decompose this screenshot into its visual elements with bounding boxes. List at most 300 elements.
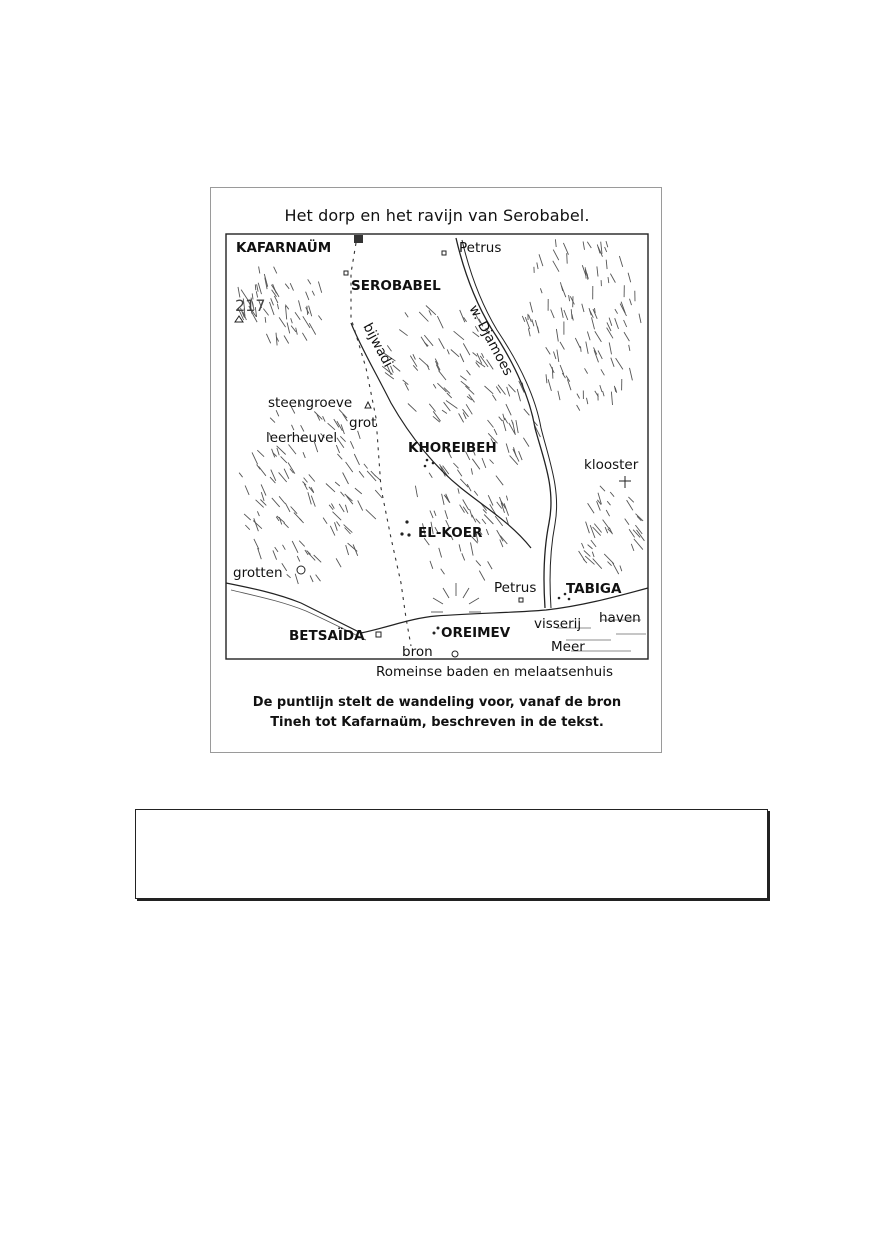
hatch-stroke (525, 317, 530, 329)
hatch-stroke (585, 267, 586, 278)
hatch-stroke (466, 404, 472, 414)
hatch-stroke (354, 454, 359, 465)
hatch-stroke (606, 260, 607, 269)
hatch-stroke (287, 574, 291, 577)
hatch-stroke (575, 338, 580, 348)
hatch-stroke (553, 261, 559, 272)
hatch-stroke (582, 543, 584, 548)
hatch-stroke (608, 277, 609, 283)
hatch-stroke (254, 539, 259, 549)
hatch-stroke (437, 316, 443, 328)
hatch-stroke (603, 391, 605, 396)
hatch-stroke (257, 465, 261, 470)
hatch-stroke (435, 361, 440, 370)
hatch-stroke (385, 373, 394, 380)
hatch-stroke (460, 479, 468, 487)
hatch-stroke (292, 541, 298, 553)
hatch-stroke (610, 274, 615, 283)
hatch-stroke (340, 436, 345, 441)
label-petrus-top: Petrus (459, 240, 502, 256)
label-bijwadi: bijwadi (359, 320, 396, 371)
label-petrus-bottom: Petrus (494, 580, 537, 596)
hatch-stroke (408, 404, 417, 412)
hatch-stroke (444, 402, 451, 411)
hatch-stroke (591, 540, 596, 547)
hatch-stroke (582, 304, 584, 312)
hatch-stroke (505, 418, 508, 423)
hatch-stroke (610, 492, 614, 497)
hatch-stroke (434, 511, 436, 516)
label-grotten: grotten (233, 565, 283, 581)
hatch-stroke (577, 405, 580, 411)
hatch-stroke (601, 369, 605, 375)
hatch-stroke (276, 410, 279, 416)
hatch-stroke (588, 503, 595, 513)
hatch-stroke (307, 306, 308, 315)
hatch-stroke (345, 505, 347, 513)
hatch-stroke (346, 462, 353, 472)
hatch-stroke (586, 342, 588, 354)
empty-text-box (135, 809, 768, 899)
label-steengroeve: steengroeve (268, 395, 353, 411)
hatch-stroke (460, 505, 465, 513)
hatch-stroke (620, 304, 626, 316)
hatch-stroke (303, 452, 305, 458)
hatch-stroke (311, 496, 315, 507)
hatch-stroke (482, 353, 484, 358)
label-betsaida: BETSAÏDA (289, 628, 365, 644)
hatch-stroke (628, 273, 631, 283)
hatch-stroke (630, 299, 632, 305)
hatch-stroke (600, 486, 605, 491)
hatch-stroke (615, 309, 618, 314)
hatch-stroke (337, 454, 342, 459)
oreimev-hill (431, 583, 481, 612)
hatch-stroke (339, 504, 344, 512)
hatch-stroke (519, 451, 523, 460)
hatch-stroke (474, 491, 478, 496)
hatch-stroke (592, 552, 594, 557)
hatch-stroke (459, 413, 464, 422)
hatch-stroke (465, 386, 474, 394)
hatch-stroke (472, 459, 480, 470)
hatch-stroke (288, 463, 295, 474)
hatch-stroke (364, 464, 368, 469)
hatch-stroke (295, 574, 298, 584)
hatch-stroke (570, 296, 574, 304)
hatch-stroke (442, 410, 447, 413)
hatch-stroke (336, 558, 341, 567)
hatch-stroke (583, 559, 587, 563)
hatch-stroke (585, 368, 588, 373)
kafarnaum-marker (354, 235, 363, 243)
el-koer-dots (400, 520, 410, 536)
hatch-stroke (587, 332, 590, 341)
hatch-stroke (252, 452, 258, 464)
hatch-stroke (529, 315, 532, 322)
hatch-stroke (504, 503, 509, 515)
hatch-stroke (282, 563, 287, 571)
hatch-stroke (488, 561, 493, 569)
hatch-stroke (439, 548, 442, 558)
hatch-stroke (257, 284, 259, 291)
hatch-stroke (393, 365, 400, 371)
label-khoreibeh: KHOREIBEH (408, 440, 497, 456)
hatch-stroke (555, 239, 556, 247)
hatch-stroke (290, 283, 293, 290)
hatch-stroke (286, 306, 287, 319)
label-w-djamoes: w. Djamoes (465, 302, 517, 379)
hatch-stroke (629, 345, 630, 351)
hatch-stroke (413, 354, 416, 359)
hatch-stroke (517, 389, 520, 401)
hatch-stroke (562, 286, 566, 297)
hatch-stroke (476, 519, 481, 524)
hatch-stroke (297, 556, 300, 562)
hatch-stroke (265, 317, 266, 323)
hatch-stroke (603, 520, 610, 529)
hatch-stroke (625, 519, 629, 525)
hatch-stroke (274, 267, 277, 274)
hatch-stroke (358, 431, 361, 439)
hatch-stroke (419, 312, 428, 322)
hatch-stroke (259, 466, 266, 475)
hatch-stroke (558, 391, 560, 400)
hatch-stroke (291, 326, 296, 332)
hatch-stroke (631, 544, 634, 551)
hatch-stroke (283, 545, 286, 550)
hatch-stroke (245, 486, 249, 495)
hatch-stroke (620, 566, 622, 572)
hatch-stroke (419, 358, 429, 367)
hatch-stroke (429, 404, 435, 412)
hatch-stroke (350, 441, 353, 449)
hatch-stroke (442, 494, 445, 505)
khoreibeh-dots (424, 459, 435, 468)
hatch-stroke (594, 524, 601, 533)
hatch-stroke (587, 242, 591, 248)
hatch-stroke (335, 522, 338, 530)
hatch-stroke (581, 346, 582, 352)
hatch-stroke (616, 358, 623, 369)
hatch-stroke (503, 414, 505, 420)
hatch-stroke (577, 394, 580, 399)
hatch-stroke (597, 266, 598, 276)
hatch-stroke (516, 420, 518, 433)
hatch-stroke (271, 298, 274, 305)
hatch-stroke (426, 306, 436, 315)
hatch-stroke (608, 562, 612, 566)
label-romeinse-baden: Romeinse baden en melaatsenhuis (376, 664, 613, 680)
hatch-stroke (279, 496, 285, 503)
hatch-stroke (476, 560, 481, 566)
hatch-stroke (569, 295, 570, 301)
hatch-stroke (486, 529, 488, 535)
hatch-stroke (508, 384, 515, 392)
hatch-stroke (503, 420, 506, 431)
label-serobabel: SEROBABEL (351, 278, 441, 294)
hatch-stroke (285, 503, 290, 512)
hatch-stroke (337, 522, 340, 527)
hatch-stroke (429, 473, 432, 478)
hatch-stroke (291, 318, 293, 323)
hatch-stroke (538, 327, 539, 333)
hatch-stroke (430, 511, 433, 519)
hatch-stroke (473, 353, 478, 357)
hatch-stroke (462, 553, 465, 560)
hatch-stroke (627, 500, 633, 510)
hatch-stroke (272, 498, 280, 507)
hatch-stroke (487, 360, 494, 370)
hatch-stroke (323, 416, 326, 421)
hatch-stroke (463, 500, 469, 510)
hatch-stroke (256, 500, 264, 508)
hatch-stroke (277, 304, 278, 309)
hatch-stroke (410, 356, 417, 367)
hatch-stroke (437, 383, 446, 392)
hatch-stroke (561, 308, 563, 318)
betsaida-marker (376, 632, 381, 637)
hatch-stroke (611, 358, 614, 367)
hatch-stroke (309, 474, 315, 481)
hatch-stroke (492, 395, 496, 401)
hatch-stroke (553, 250, 559, 261)
hatch-stroke (266, 334, 270, 344)
hatch-stroke (537, 263, 538, 270)
hatch-stroke (624, 320, 627, 327)
hatch-stroke (604, 554, 614, 564)
hatch-stroke (433, 384, 436, 388)
hatch-stroke (488, 420, 494, 428)
hatch-stroke (484, 515, 493, 525)
hatch-stroke (557, 350, 559, 362)
hatch-stroke (532, 319, 534, 326)
hatch-stroke (445, 496, 450, 503)
hatch-stroke (528, 328, 530, 336)
hatch-stroke (494, 429, 497, 435)
hatch-stroke (299, 541, 305, 547)
serobabel-marker (344, 271, 348, 275)
hatch-stroke (261, 492, 264, 501)
hatch-stroke (391, 366, 394, 373)
hatch-stroke (308, 492, 311, 504)
hatch-stroke (330, 526, 335, 536)
hatch-stroke (451, 350, 459, 357)
hatch-stroke (560, 342, 564, 350)
hatch-stroke (271, 285, 277, 294)
hatch-stroke (488, 495, 493, 505)
hatch-stroke (260, 500, 266, 506)
hatch-stroke (318, 282, 321, 293)
hatch-stroke (306, 292, 309, 300)
hatch-stroke (439, 371, 446, 380)
hatch-stroke (429, 310, 431, 315)
hatch-stroke (482, 458, 486, 468)
caption-line-1: De puntlijn stelt de wandeling voor, vanaf de bron (252, 695, 622, 710)
hatch-stroke (609, 318, 612, 326)
hatch-stroke (279, 317, 286, 327)
hatch-stroke (606, 510, 609, 516)
hatch-stroke (259, 267, 260, 274)
hatch-stroke (328, 423, 335, 430)
hatch-stroke (605, 247, 607, 252)
hatch-stroke (303, 316, 310, 328)
hatch-stroke (239, 473, 243, 478)
hatch-stroke (333, 512, 342, 521)
hatch-stroke (619, 256, 622, 267)
bron-spring-marker (452, 651, 458, 657)
hatch-stroke (355, 488, 362, 494)
hatch-stroke (255, 284, 256, 290)
hatch-stroke (245, 525, 250, 530)
hatch-stroke (375, 475, 381, 480)
hatch-stroke (343, 473, 349, 485)
hatch-stroke (461, 381, 470, 388)
hatch-stroke (272, 449, 275, 458)
hatch-stroke (564, 310, 568, 320)
hatch-stroke (453, 463, 458, 468)
label-haven: haven (599, 610, 641, 626)
hatch-stroke (270, 418, 275, 423)
hatch-stroke (522, 316, 525, 322)
hatch-stroke (485, 386, 494, 394)
hatch-stroke (295, 312, 300, 319)
hatch-stroke (284, 336, 289, 344)
hatch-stroke (598, 351, 602, 359)
hatch-stroke (470, 509, 473, 517)
hatch-stroke (496, 476, 503, 486)
hatch-stroke (471, 468, 472, 474)
hatch-stroke (341, 492, 345, 497)
hatch-stroke (244, 514, 251, 520)
label-oreimev: OREIMEV (441, 625, 511, 641)
hatch-stroke (258, 283, 261, 294)
hatch-stroke (460, 310, 465, 322)
hatch-stroke (284, 469, 289, 479)
hatch-stroke (405, 312, 408, 317)
label-grot: grot (349, 415, 377, 431)
label-visserij: visserij (534, 616, 582, 632)
hatch-stroke (467, 370, 471, 375)
hatch-stroke (548, 379, 551, 391)
hatch-stroke (359, 471, 364, 477)
hatch-stroke (309, 306, 312, 317)
hatch-stroke (567, 253, 568, 263)
hatch-stroke (299, 300, 302, 311)
hatch-stroke (586, 522, 590, 534)
hatch-stroke (273, 550, 277, 559)
label-height-217: 217 (235, 296, 266, 315)
grotten-marker (297, 566, 305, 574)
map-canvas (211, 188, 663, 754)
hatch-stroke (309, 323, 315, 334)
hatch-stroke (284, 523, 289, 528)
hatch-stroke (310, 576, 313, 583)
hatch-stroke (441, 569, 445, 575)
hatch-stroke (609, 342, 611, 354)
hatch-stroke (312, 291, 314, 296)
hatch-stroke (479, 571, 485, 581)
hatch-stroke (595, 331, 602, 342)
hatch-stroke (459, 544, 461, 551)
hatch-stroke (506, 496, 507, 501)
hatch-stroke (624, 332, 629, 341)
hatch-stroke (639, 314, 641, 323)
hatch-stroke (336, 445, 339, 453)
label-bron: bron (402, 644, 433, 660)
hatch-stroke (592, 317, 595, 329)
hatch-stroke (323, 518, 327, 524)
hatch-stroke (571, 309, 572, 319)
hatch-stroke (458, 488, 459, 493)
hatch-stroke (636, 514, 644, 521)
hatch-stroke (308, 279, 311, 284)
hatch-stroke (556, 329, 558, 342)
hatch-stroke (335, 482, 340, 486)
hatch-stroke (460, 376, 466, 381)
hatch-stroke (611, 392, 612, 405)
hatch-stroke (304, 478, 308, 483)
hatch-stroke (587, 398, 588, 404)
hatch-stroke (467, 484, 471, 491)
hatch-stroke (346, 545, 349, 555)
label-klooster: klooster (584, 457, 639, 473)
hatch-stroke (583, 242, 584, 250)
hatch-stroke (540, 288, 542, 293)
hatch-stroke (552, 367, 553, 379)
hatch-stroke (318, 316, 321, 321)
hatch-stroke (560, 365, 564, 374)
hatch-stroke (523, 438, 529, 447)
hatch-stroke (299, 519, 303, 523)
hatch-stroke (257, 511, 259, 516)
hatch-stroke (277, 448, 279, 455)
hatch-stroke (482, 519, 486, 524)
walk-path (351, 243, 411, 646)
hatch-stroke (430, 561, 433, 569)
hatch-stroke (563, 243, 568, 255)
hatch-stroke (597, 245, 600, 254)
hatch-stroke (551, 310, 555, 319)
klooster-cross-icon (619, 476, 631, 488)
label-el-koer: EL-KOER (418, 525, 483, 541)
hatch-stroke (258, 548, 262, 559)
hatch-stroke (463, 343, 470, 355)
hatch-stroke (366, 509, 376, 519)
map-title: Het dorp en het ravijn van Serobabel. (284, 206, 590, 225)
hatch-stroke (530, 302, 533, 313)
hatch-stroke (281, 456, 287, 463)
hatch-stroke (326, 484, 335, 492)
hatch-stroke (358, 500, 363, 510)
hatch-stroke (550, 364, 555, 373)
hatch-stroke (457, 470, 462, 477)
hatch-stroke (257, 450, 264, 457)
hatch-stroke (584, 551, 590, 557)
petrus-bottom-marker (519, 598, 523, 602)
hatch-stroke (607, 501, 610, 505)
label-tabiga: TABIGA (566, 581, 622, 597)
hatch-stroke (490, 460, 494, 464)
petrus-top-marker (442, 251, 446, 255)
hatch-stroke (285, 284, 289, 289)
map-caption (211, 693, 663, 733)
hatch-stroke (605, 527, 608, 533)
hatch-stroke (507, 387, 510, 397)
hatch-stroke (634, 539, 643, 550)
hatch-stroke (594, 350, 598, 362)
hatch-stroke (588, 545, 593, 549)
